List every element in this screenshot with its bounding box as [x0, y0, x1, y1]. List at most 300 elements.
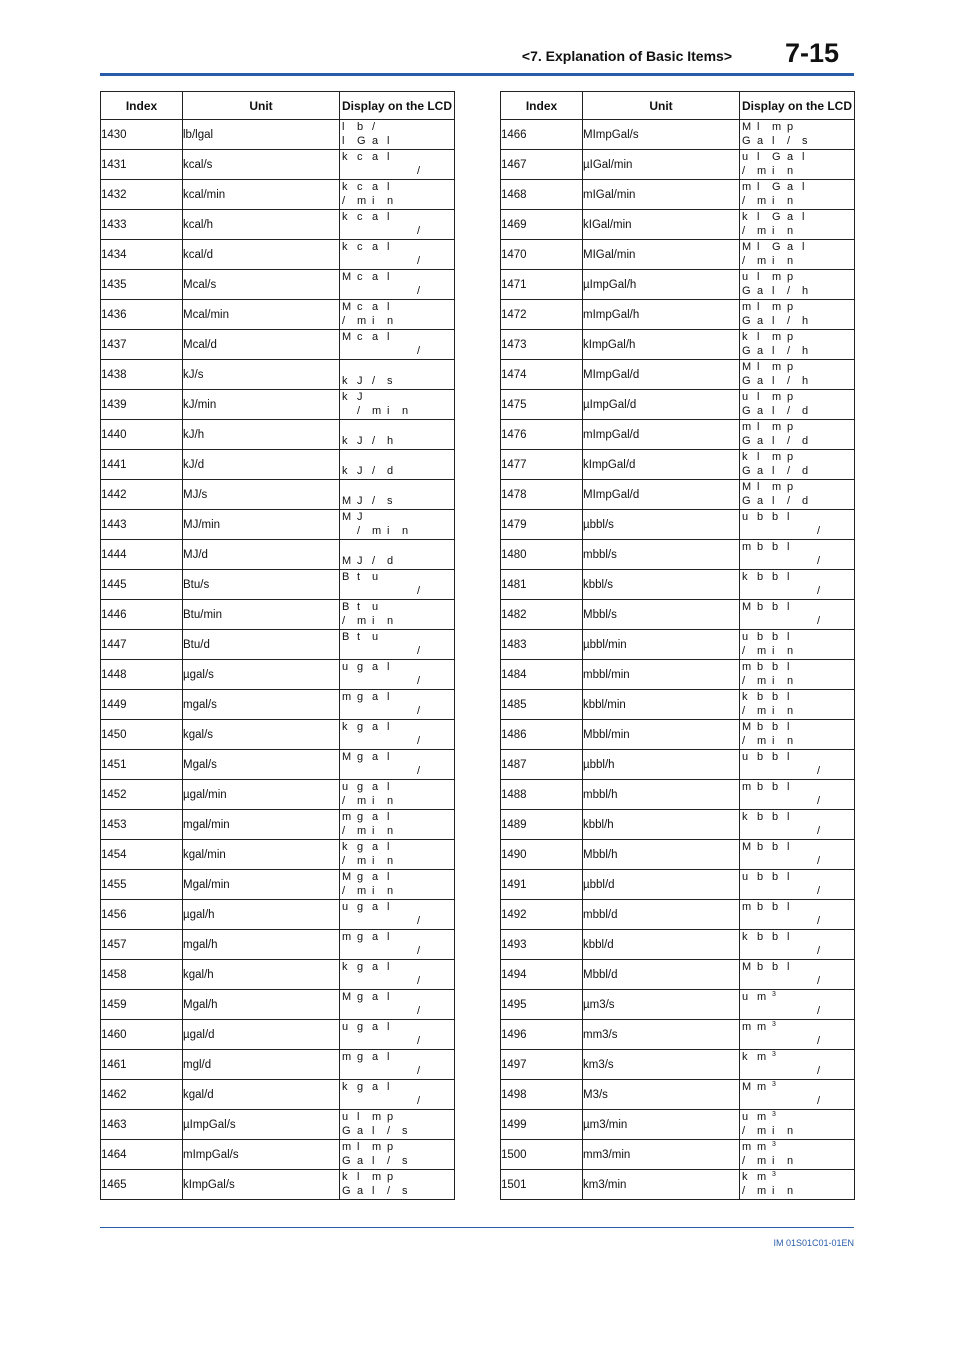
lcd-char — [757, 1004, 772, 1018]
lcd-char — [772, 1034, 787, 1048]
lcd-characters — [340, 990, 454, 1019]
lcd-characters — [740, 630, 854, 659]
lcd-char: l — [787, 961, 790, 973]
lcd-char: / — [417, 1095, 421, 1107]
lcd-char: / — [787, 375, 791, 387]
lcd-char — [357, 1094, 372, 1108]
lcd-char: p — [787, 361, 794, 373]
lcd-characters — [740, 510, 854, 539]
table-row — [101, 360, 455, 390]
lcd-char: a — [757, 375, 764, 387]
lcd-char — [342, 450, 357, 464]
lcd-char: / — [417, 945, 421, 957]
lcd-char: / — [372, 555, 376, 567]
table-row — [101, 780, 455, 810]
lcd-char — [402, 494, 417, 508]
lcd-char: / — [342, 795, 346, 807]
lcd-char — [817, 120, 832, 134]
lcd-char: M — [342, 301, 352, 313]
lcd-char: k — [742, 211, 748, 223]
lcd-char — [387, 450, 402, 464]
lcd-char — [417, 554, 432, 568]
lcd-char: b — [757, 721, 764, 733]
lcd-char: s — [402, 1185, 408, 1197]
table-row — [501, 1050, 855, 1080]
lcd-char — [372, 1064, 387, 1078]
lcd-characters — [740, 930, 854, 959]
lcd-char: a — [787, 151, 794, 163]
lcd-char — [417, 794, 432, 808]
lcd-char — [357, 644, 372, 658]
table-row — [101, 810, 455, 840]
lcd-char: a — [372, 301, 379, 313]
lcd-char — [802, 960, 817, 974]
table-row — [101, 420, 455, 450]
index-cell: 1478 — [501, 480, 583, 510]
lcd-char: m — [342, 1141, 352, 1153]
lcd-char: m — [757, 1155, 767, 1167]
lcd-char: i — [372, 885, 375, 897]
lcd-char — [817, 374, 832, 388]
index-cell: 1484 — [501, 660, 583, 690]
lcd-char — [417, 1170, 432, 1184]
lcd-char — [417, 840, 432, 854]
lcd-char: p — [787, 391, 794, 403]
lcd-char: l — [387, 811, 390, 823]
lcd-char — [772, 584, 787, 598]
lcd-char — [802, 884, 817, 898]
lcd-char — [757, 974, 772, 988]
unit-cell: µbbl/d — [583, 870, 740, 900]
lcd-char — [802, 360, 817, 374]
lcd-characters — [340, 120, 454, 149]
lcd-char — [802, 1004, 817, 1018]
lcd-characters — [740, 150, 854, 179]
lcd-cell — [740, 120, 855, 150]
unit-table-right — [500, 91, 855, 1200]
lcd-char — [802, 330, 817, 344]
lcd-char: M — [342, 271, 352, 283]
section-title: <7. Explanation of Basic Items> — [521, 48, 732, 64]
lcd-characters — [340, 1020, 454, 1049]
index-cell: 1447 — [101, 630, 183, 660]
lcd-char — [757, 794, 772, 808]
lcd-char: h — [802, 345, 809, 357]
index-cell: 1469 — [501, 210, 583, 240]
lcd-char: G — [742, 285, 751, 297]
lcd-char — [372, 734, 387, 748]
table-row — [501, 1080, 855, 1110]
lcd-cell — [740, 510, 855, 540]
lcd-char: n — [787, 675, 794, 687]
lcd-char — [417, 194, 432, 208]
lcd-characters — [340, 1050, 454, 1079]
lcd-char — [757, 944, 772, 958]
lcd-char — [417, 494, 432, 508]
lcd-char — [817, 540, 832, 554]
lcd-char: / — [742, 705, 746, 717]
lcd-char — [787, 990, 802, 1004]
lcd-char — [817, 284, 832, 298]
lcd-char: / — [372, 375, 376, 387]
lcd-char: a — [372, 1081, 379, 1093]
lcd-char: l — [387, 271, 390, 283]
lcd-cell — [340, 1020, 455, 1050]
lcd-cell — [740, 300, 855, 330]
lcd-char — [772, 824, 787, 838]
lcd-char: t — [357, 571, 361, 583]
lcd-char — [372, 344, 387, 358]
lcd-char: k — [742, 931, 748, 943]
lcd-char: / — [417, 645, 421, 657]
lcd-char: m — [357, 615, 367, 627]
lcd-char: l — [787, 871, 790, 883]
lcd-char: l — [387, 241, 390, 253]
index-cell: 1483 — [501, 630, 583, 660]
lcd-char: / — [417, 165, 421, 177]
unit-cell: km3/s — [583, 1050, 740, 1080]
lcd-char: k — [742, 451, 748, 463]
lcd-char: l — [787, 571, 790, 583]
lcd-char: m — [757, 991, 767, 1003]
lcd-char — [387, 420, 402, 434]
lcd-char: l — [757, 241, 760, 253]
lcd-char — [757, 1064, 772, 1078]
table-row — [101, 510, 455, 540]
lcd-char — [787, 824, 802, 838]
lcd-char: b — [757, 511, 764, 523]
lcd-char — [357, 1034, 372, 1048]
table-row — [101, 180, 455, 210]
lcd-char — [417, 464, 432, 478]
lcd-char — [817, 840, 832, 854]
lcd-char — [817, 270, 832, 284]
lcd-char — [817, 930, 832, 944]
index-cell: 1492 — [501, 900, 583, 930]
lcd-char — [787, 974, 802, 988]
lcd-char: n — [387, 795, 394, 807]
index-cell: 1472 — [501, 300, 583, 330]
lcd-char — [817, 704, 832, 718]
lcd-char — [387, 1034, 402, 1048]
lcd-char — [402, 480, 417, 494]
lcd-char: k — [342, 1171, 348, 1183]
table-row — [101, 150, 455, 180]
lcd-char — [417, 810, 432, 824]
lcd-char: l — [757, 151, 760, 163]
lcd-characters — [340, 390, 454, 419]
lcd-cell — [340, 390, 455, 420]
lcd-char — [402, 930, 417, 944]
lcd-char — [387, 674, 402, 688]
lcd-char: n — [787, 225, 794, 237]
lcd-char — [357, 584, 372, 598]
lcd-char: i — [772, 735, 775, 747]
lcd-char: / — [817, 615, 821, 627]
lcd-char: m — [742, 1141, 752, 1153]
table-row — [101, 840, 455, 870]
table-row — [101, 600, 455, 630]
lcd-char: s — [402, 1125, 408, 1137]
lcd-char — [817, 810, 832, 824]
lcd-char: G — [742, 435, 751, 447]
lcd-char: a — [787, 181, 794, 193]
lcd-char — [787, 1080, 802, 1094]
table-row — [501, 660, 855, 690]
lcd-cell — [340, 750, 455, 780]
lcd-char: / — [787, 285, 791, 297]
lcd-char: c — [357, 241, 363, 253]
lcd-char — [817, 240, 832, 254]
lcd-char — [372, 510, 387, 524]
lcd-cell — [340, 1110, 455, 1140]
lcd-char: / — [417, 735, 421, 747]
lcd-char: l — [772, 375, 775, 387]
lcd-char — [402, 764, 417, 778]
table-row — [501, 690, 855, 720]
lcd-char — [387, 510, 402, 524]
lcd-char — [387, 644, 402, 658]
lcd-char — [342, 914, 357, 928]
lcd-char: / — [417, 1005, 421, 1017]
lcd-char: / — [417, 915, 421, 927]
lcd-char: G — [772, 181, 781, 193]
lcd-char — [402, 780, 417, 794]
lcd-cell — [340, 360, 455, 390]
lcd-char: u — [342, 1021, 349, 1033]
table-row — [501, 420, 855, 450]
lcd-characters — [740, 540, 854, 569]
lcd-char: a — [372, 991, 379, 1003]
table-row — [501, 630, 855, 660]
lcd-char — [417, 150, 432, 164]
lcd-char — [817, 1080, 832, 1094]
lcd-char: i — [772, 645, 775, 657]
lcd-char: a — [757, 135, 764, 147]
lcd-char — [387, 1004, 402, 1018]
lcd-char — [357, 674, 372, 688]
table-row — [101, 450, 455, 480]
lcd-char — [787, 1140, 802, 1154]
lcd-char: / — [742, 1155, 746, 1167]
lcd-char — [402, 1050, 417, 1064]
lcd-cell — [740, 1020, 855, 1050]
lcd-char — [357, 480, 372, 494]
lcd-char: u — [742, 151, 749, 163]
lcd-char — [417, 1020, 432, 1034]
lcd-char: m — [742, 301, 752, 313]
lcd-char: d — [387, 465, 394, 477]
lcd-char — [402, 840, 417, 854]
lcd-char: m — [757, 225, 767, 237]
lcd-char: n — [787, 165, 794, 177]
lcd-cell — [340, 690, 455, 720]
unit-cell: mIGal/min — [583, 180, 740, 210]
lcd-char — [372, 1094, 387, 1108]
lcd-char: i — [372, 825, 375, 837]
index-cell: 1452 — [101, 780, 183, 810]
lcd-char — [417, 270, 432, 284]
table-row — [501, 540, 855, 570]
lcd-char: / — [417, 1065, 421, 1077]
lcd-char — [402, 914, 417, 928]
lcd-char: m — [772, 271, 782, 283]
lcd-char — [417, 240, 432, 254]
lcd-characters — [340, 690, 454, 719]
unit-cell: mgl/d — [183, 1050, 340, 1080]
lcd-char: / — [417, 225, 421, 237]
lcd-char — [757, 1034, 772, 1048]
lcd-characters — [340, 270, 454, 299]
lcd-char — [402, 600, 417, 614]
lcd-char: / — [742, 225, 746, 237]
lcd-char — [372, 974, 387, 988]
lcd-char — [817, 870, 832, 884]
lcd-char — [387, 600, 402, 614]
lcd-char — [817, 210, 832, 224]
table-row — [101, 330, 455, 360]
lcd-char — [342, 420, 357, 434]
table-row — [501, 1170, 855, 1200]
lcd-char: / — [417, 975, 421, 987]
lcd-cell — [340, 510, 455, 540]
lcd-char — [372, 914, 387, 928]
lcd-cell — [740, 870, 855, 900]
lcd-char: l — [757, 331, 760, 343]
lcd-char: a — [372, 871, 379, 883]
lcd-char — [772, 764, 787, 778]
lcd-char: / — [817, 525, 821, 537]
lcd-char: p — [787, 271, 794, 283]
lcd-char — [387, 764, 402, 778]
lcd-char — [787, 914, 802, 928]
lcd-char — [802, 584, 817, 598]
lcd-char: / — [817, 1005, 821, 1017]
lcd-char: u — [342, 661, 349, 673]
lcd-char — [772, 614, 787, 628]
unit-cell: µbbl/min — [583, 630, 740, 660]
lcd-char — [817, 390, 832, 404]
lcd-char — [402, 210, 417, 224]
lcd-characters — [340, 600, 454, 629]
lcd-char: l — [772, 135, 775, 147]
lcd-char: l — [387, 181, 390, 193]
lcd-cell — [340, 660, 455, 690]
lcd-char: g — [357, 751, 364, 763]
lcd-char: s — [802, 135, 808, 147]
lcd-char: c — [357, 331, 363, 343]
unit-cell: Mcal/s — [183, 270, 340, 300]
lcd-char — [802, 1094, 817, 1108]
lcd-char — [417, 824, 432, 838]
unit-cell: mgal/min — [183, 810, 340, 840]
lcd-char: / — [417, 1035, 421, 1047]
lcd-char — [772, 554, 787, 568]
lcd-char — [402, 614, 417, 628]
lcd-char: g — [357, 871, 364, 883]
unit-cell: mgal/h — [183, 930, 340, 960]
lcd-char: l — [757, 481, 760, 493]
lcd-char — [802, 644, 817, 658]
lcd-characters — [740, 1020, 854, 1049]
unit-cell: Mbbl/d — [583, 960, 740, 990]
table-row — [101, 900, 455, 930]
lcd-char: / — [742, 645, 746, 657]
lcd-char: m — [757, 195, 767, 207]
lcd-char: / — [742, 1125, 746, 1137]
lcd-char — [357, 764, 372, 778]
lcd-char: / — [742, 165, 746, 177]
header-unit: Unit — [183, 92, 340, 120]
lcd-char — [417, 614, 432, 628]
lcd-cell — [740, 600, 855, 630]
lcd-char: a — [372, 751, 379, 763]
unit-cell: mImpGal/h — [583, 300, 740, 330]
lcd-char — [402, 884, 417, 898]
table-row — [101, 870, 455, 900]
lcd-char: i — [772, 1125, 775, 1137]
lcd-char: m — [357, 855, 367, 867]
lcd-char: M — [342, 871, 352, 883]
lcd-char: l — [757, 391, 760, 403]
index-cell: 1477 — [501, 450, 583, 480]
lcd-char: k — [342, 151, 348, 163]
lcd-cell — [340, 1080, 455, 1110]
lcd-characters — [340, 480, 454, 509]
lcd-char: M — [342, 555, 352, 567]
lcd-cell — [340, 840, 455, 870]
lcd-char — [402, 434, 417, 448]
index-cell: 1468 — [501, 180, 583, 210]
index-cell: 1444 — [101, 540, 183, 570]
lcd-char: m — [372, 1111, 382, 1123]
lcd-cell — [740, 540, 855, 570]
index-cell: 1489 — [501, 810, 583, 840]
lcd-char: m — [742, 181, 752, 193]
lcd-char: a — [372, 721, 379, 733]
lcd-char: M — [742, 241, 752, 253]
lcd-cell — [340, 900, 455, 930]
lcd-char: n — [787, 705, 794, 717]
lcd-char — [387, 360, 402, 374]
lcd-char: / — [787, 135, 791, 147]
lcd-char — [402, 1080, 417, 1094]
lcd-char: k — [342, 375, 348, 387]
lcd-char — [417, 434, 432, 448]
table-row — [501, 480, 855, 510]
unit-cell: Btu/d — [183, 630, 340, 660]
lcd-char: a — [757, 465, 764, 477]
lcd-char — [742, 554, 757, 568]
lcd-char — [387, 704, 402, 718]
lcd-characters — [740, 360, 854, 389]
lcd-char — [802, 450, 817, 464]
index-cell: 1493 — [501, 930, 583, 960]
index-cell: 1499 — [501, 1110, 583, 1140]
lcd-char: / — [342, 855, 346, 867]
lcd-char: / — [372, 465, 376, 477]
lcd-char — [372, 420, 387, 434]
lcd-characters — [340, 720, 454, 749]
lcd-cell — [740, 630, 855, 660]
index-cell: 1462 — [101, 1080, 183, 1110]
lcd-char — [402, 1004, 417, 1018]
unit-cell: M3/s — [583, 1080, 740, 1110]
lcd-char: l — [372, 1125, 375, 1137]
lcd-characters — [340, 540, 454, 569]
lcd-char — [817, 660, 832, 674]
lcd-char: u — [742, 511, 749, 523]
